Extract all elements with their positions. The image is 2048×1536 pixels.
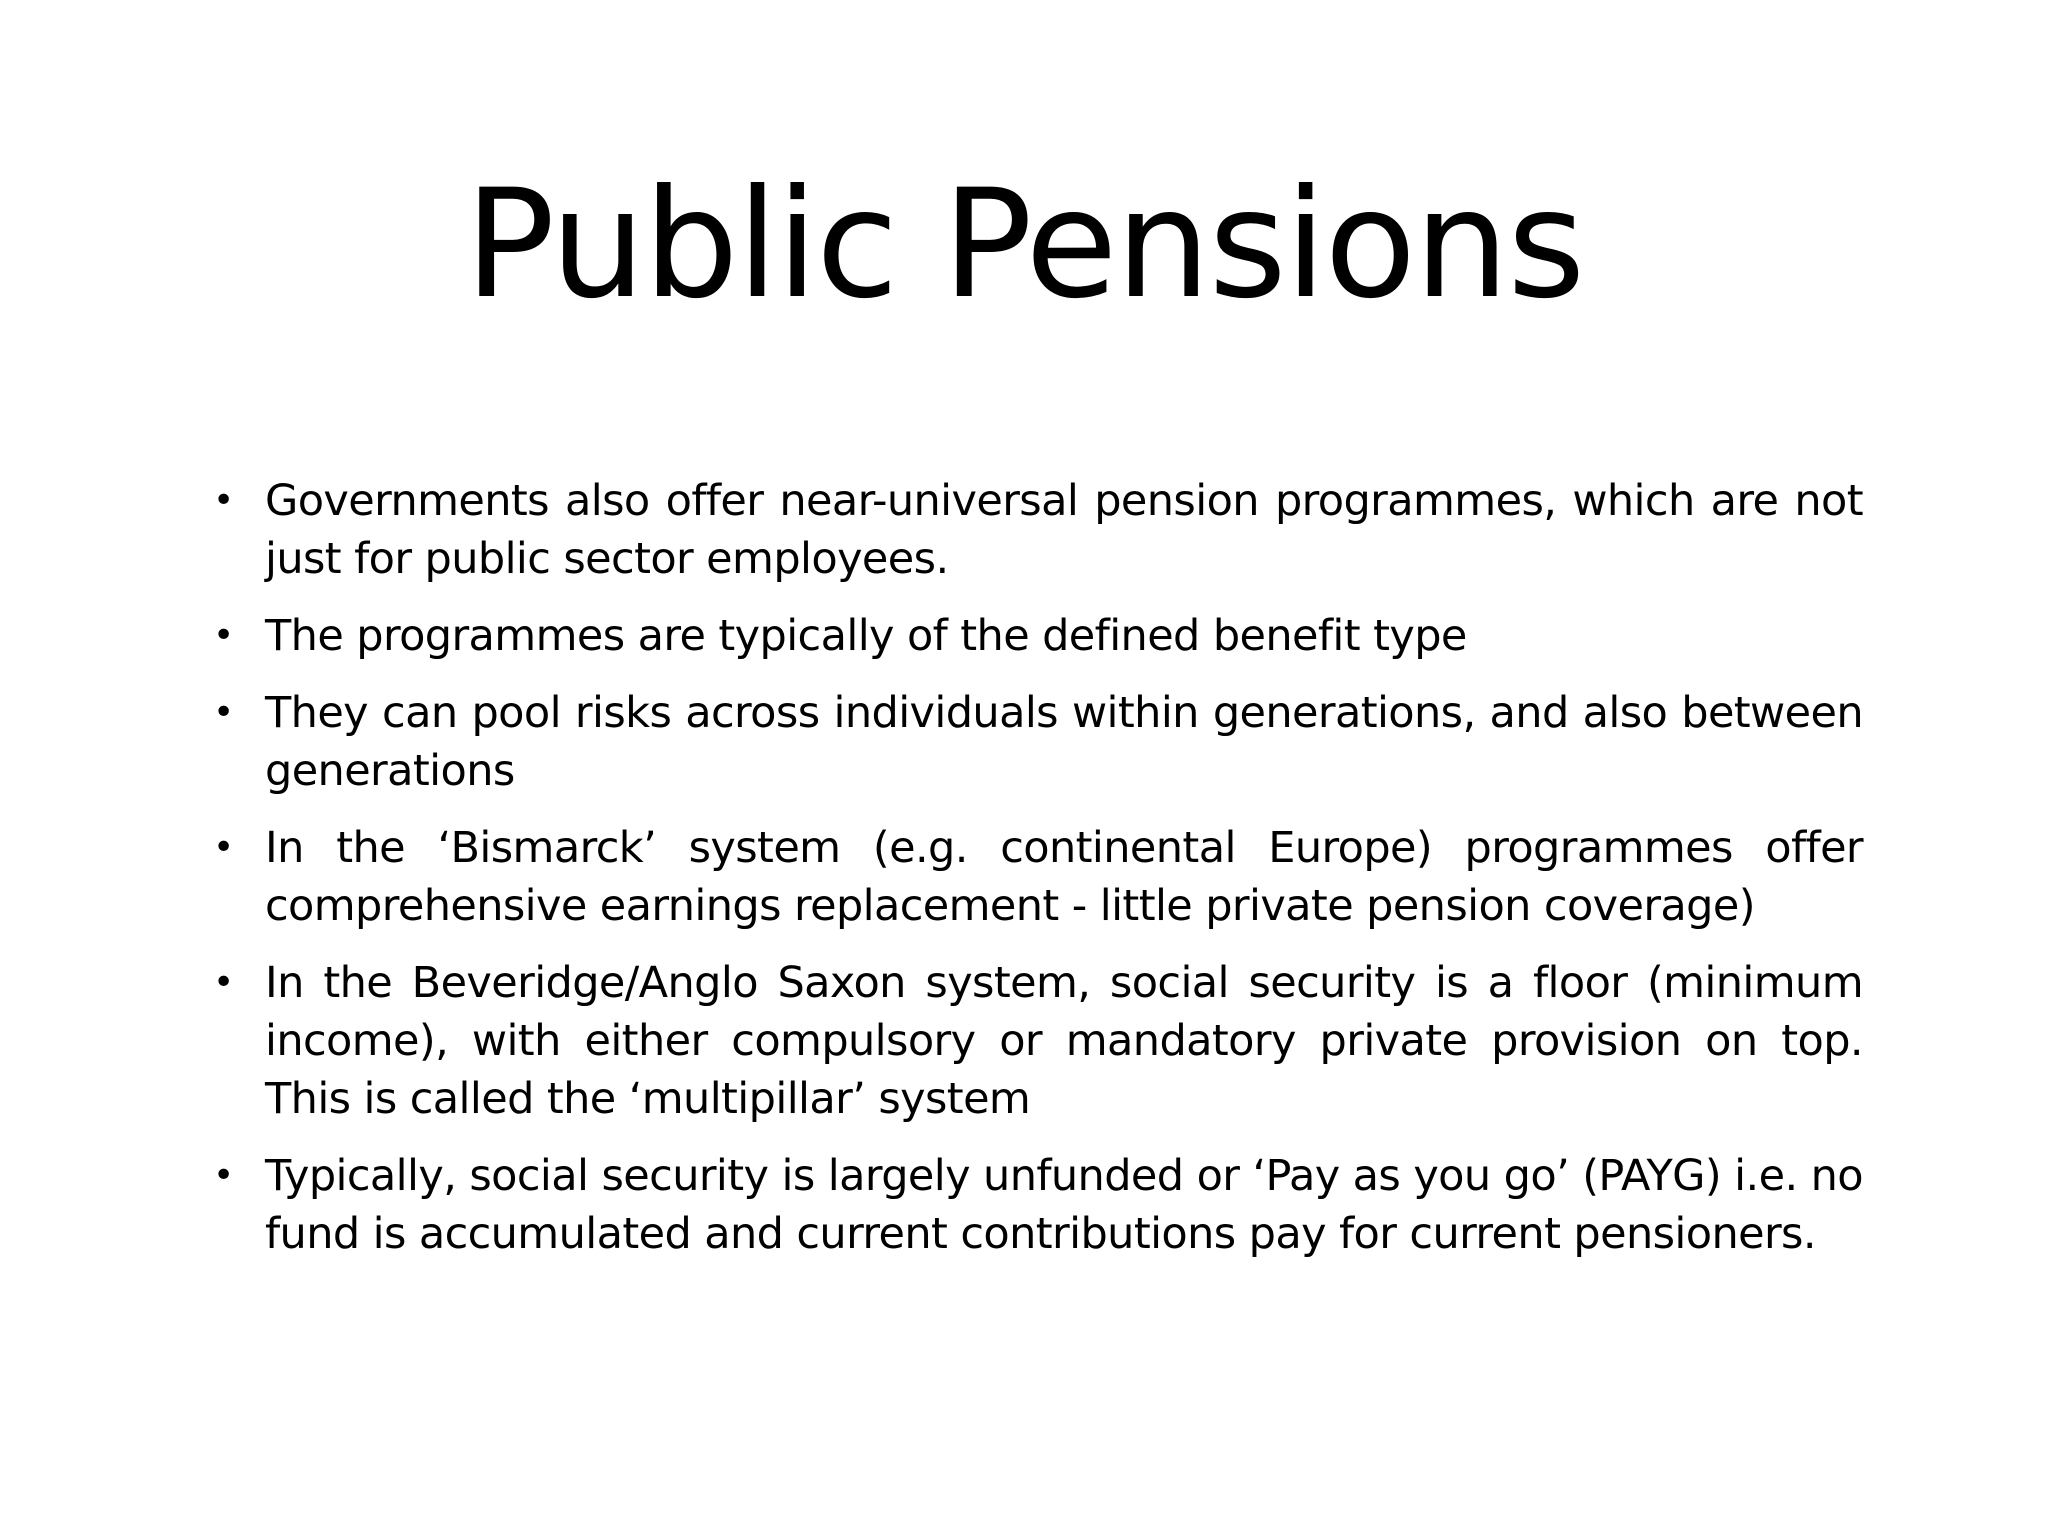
bullet-item — [213, 472, 1863, 588]
slide-title: Public Pensions — [464, 158, 1584, 332]
bullet-item — [213, 819, 1863, 935]
bullet-text: In the ‘Bismarck’ system (e.g. continental Europe) programmes offer comprehensive earnings replacement - little private pension coverage) — [265, 823, 1863, 931]
bullet-text: The programmes are typically of the defined benefit type — [265, 611, 1467, 661]
bullet-text: Typically, social security is largely unfunded or ‘Pay as you go’ (PAYG) i.e. no fund is accumulated and current contributions pay for current pensioners. — [265, 1151, 1863, 1259]
bullet-item — [213, 1147, 1863, 1263]
bullet-icon: • — [213, 480, 234, 521]
bullet-text: In the Beveridge/Anglo Saxon system, social security is a floor (minimum income), with either compulsory or mandatory private provision on top. This is called the ‘multipillar’ system — [265, 958, 1863, 1124]
bullet-text: They can pool risks across individuals within generations, and also between generations — [265, 688, 1863, 796]
bullet-icon: • — [213, 1155, 234, 1196]
bullet-text: Governments also offer near-universal pension programmes, which are not just for public sector employees. — [265, 476, 1863, 584]
bullet-icon: • — [213, 615, 234, 656]
bullet-list — [213, 472, 1863, 1282]
bullet-icon: • — [213, 962, 234, 1003]
bullet-icon: • — [213, 827, 234, 868]
bullet-item — [213, 607, 1863, 665]
bullet-item — [213, 684, 1863, 800]
bullet-item — [213, 954, 1863, 1128]
bullet-icon: • — [213, 692, 234, 733]
